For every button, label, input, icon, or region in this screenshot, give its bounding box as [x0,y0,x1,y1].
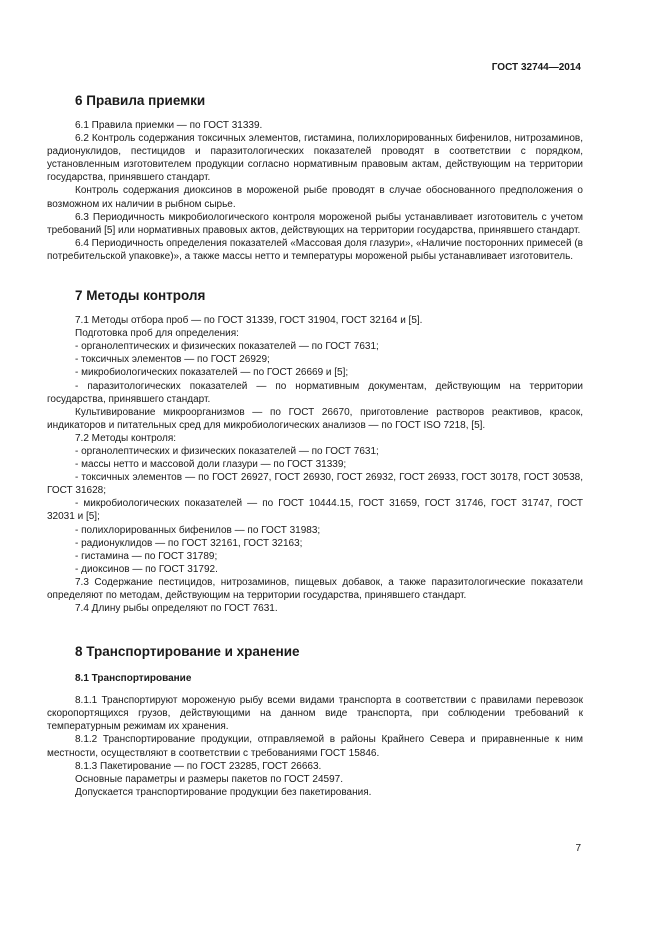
paragraph: 6.3 Периодичность микробиологического контроля мороженой рыбы устанавливает изготовитель с учетом требований [5] или нормативных правовых актов, действующих на территории государства, принявшего стандарт. [47,211,583,236]
section-7-heading: 7 Методы контроля [75,288,206,304]
list-item: - токсичных элементов — по ГОСТ 26927, ГОСТ 26930, ГОСТ 26932, ГОСТ 26933, ГОСТ 30178, ГОСТ 30538, ГОСТ 31628; [47,472,583,497]
list-item: - микробиологических показателей — по ГОСТ 10444.15, ГОСТ 31659, ГОСТ 31746, ГОСТ 31747, ГОСТ 32031 и [5]; [47,498,583,523]
list-item: - диоксинов — по ГОСТ 31792. [75,563,218,575]
section-6-heading: 6 Правила приемки [75,93,206,108]
paragraph: 6.1 Правила приемки — по ГОСТ 31339. [75,120,263,131]
paragraph: 6.2 Контроль содержания токсичных элементов, гистамина, полихлорированных бифенилов, нитрозаминов, радионуклидов, пестицидов и паразитологических показателей проводят в соответствии с порядком, установленным изготовителем продукции согласно нормативным правовым актам, действующим на территории государства, принявшего стандарт. [47,133,583,184]
paragraph: 7.4 Длину рыбы определяют по ГОСТ 7631. [75,603,278,615]
paragraph: 7.2 Методы контроля: [75,432,177,444]
paragraph: 8.1.1 Транспортируют мороженую рыбу всеми видами транспорта в соответствии с правилами перевозок скоропортящихся грузов, действующими на данном виде транспорта, при соблюдении требований к температурным режимам их хранения. [47,695,583,733]
list-item: - гистамина — по ГОСТ 31789; [75,550,218,562]
list-item: - паразитологических показателей — по нормативным документам, действующим на территории государства, принявшего стандарт. [47,380,584,405]
paragraph: 7.3 Содержание пестицидов, нитрозаминов, пищевых добавок, а также паразитологические показатели определяют по методам, действующим на территории государства, принявшего стандарт. [47,576,583,601]
paragraph: 8.1.2 Транспортирование продукции, отправляемой в районы Крайнего Севера и приравненные к ним местности, осуществляют в соответствии с требованиями ГОСТ 15846. [47,734,583,759]
list-item: - полихлорированных бифенилов — по ГОСТ 31983; [75,524,321,536]
document-id: ГОСТ 32744—2014 [491,62,581,73]
list-item: - радионуклидов — по ГОСТ 32161, ГОСТ 32163; [75,537,303,549]
page-content [47,92,583,799]
list-item: - органолептических и физических показателей — по ГОСТ 7631; [75,341,379,353]
list-item: - массы нетто и массовой доли глазури — по ГОСТ 31339; [75,459,347,471]
paragraph: 8.1.3 Пакетирование — по ГОСТ 23285, ГОСТ 26663. [75,760,322,772]
paragraph: Допускается транспортирование продукции без пакетирования. [75,786,372,798]
paragraph: Контроль содержания диоксинов в мороженой рыбе проводят в случае обоснованного предположения о возможном их наличии в рыбном сырье. [47,185,583,210]
subsection-8-1-heading: 8.1 Транспортирование [75,673,192,685]
page-number: 7 [575,843,581,854]
section-8-heading: 8 Транспортирование и хранение [75,644,300,660]
list-item: - микробиологических показателей — по ГОСТ 26669 и [5]; [75,367,349,379]
list-item: - органолептических и физических показателей — по ГОСТ 7631; [75,445,379,457]
paragraph: Культивирование микроорганизмов — по ГОСТ 26670, приготовление растворов реактивов, красок, индикаторов и питательных сред для микробиологических анализов — по ГОСТ ISO 7218, [5]. [47,406,583,431]
paragraph: 7.1 Методы отбора проб — по ГОСТ 31339, ГОСТ 31904, ГОСТ 32164 и [5]. [75,315,423,327]
list-item: - токсичных элементов — по ГОСТ 26929; [75,354,270,366]
paragraph: 6.4 Периодичность определения показателей «Массовая доля глазури», «Наличие посторонних примесей (в потребительской упаковке)», а также массы нетто и температуры мороженой рыбы устанавливает изготовитель. [47,237,583,262]
paragraph: Основные параметры и размеры пакетов по ГОСТ 24597. [75,773,344,785]
paragraph: Подготовка проб для определения: [75,328,239,340]
